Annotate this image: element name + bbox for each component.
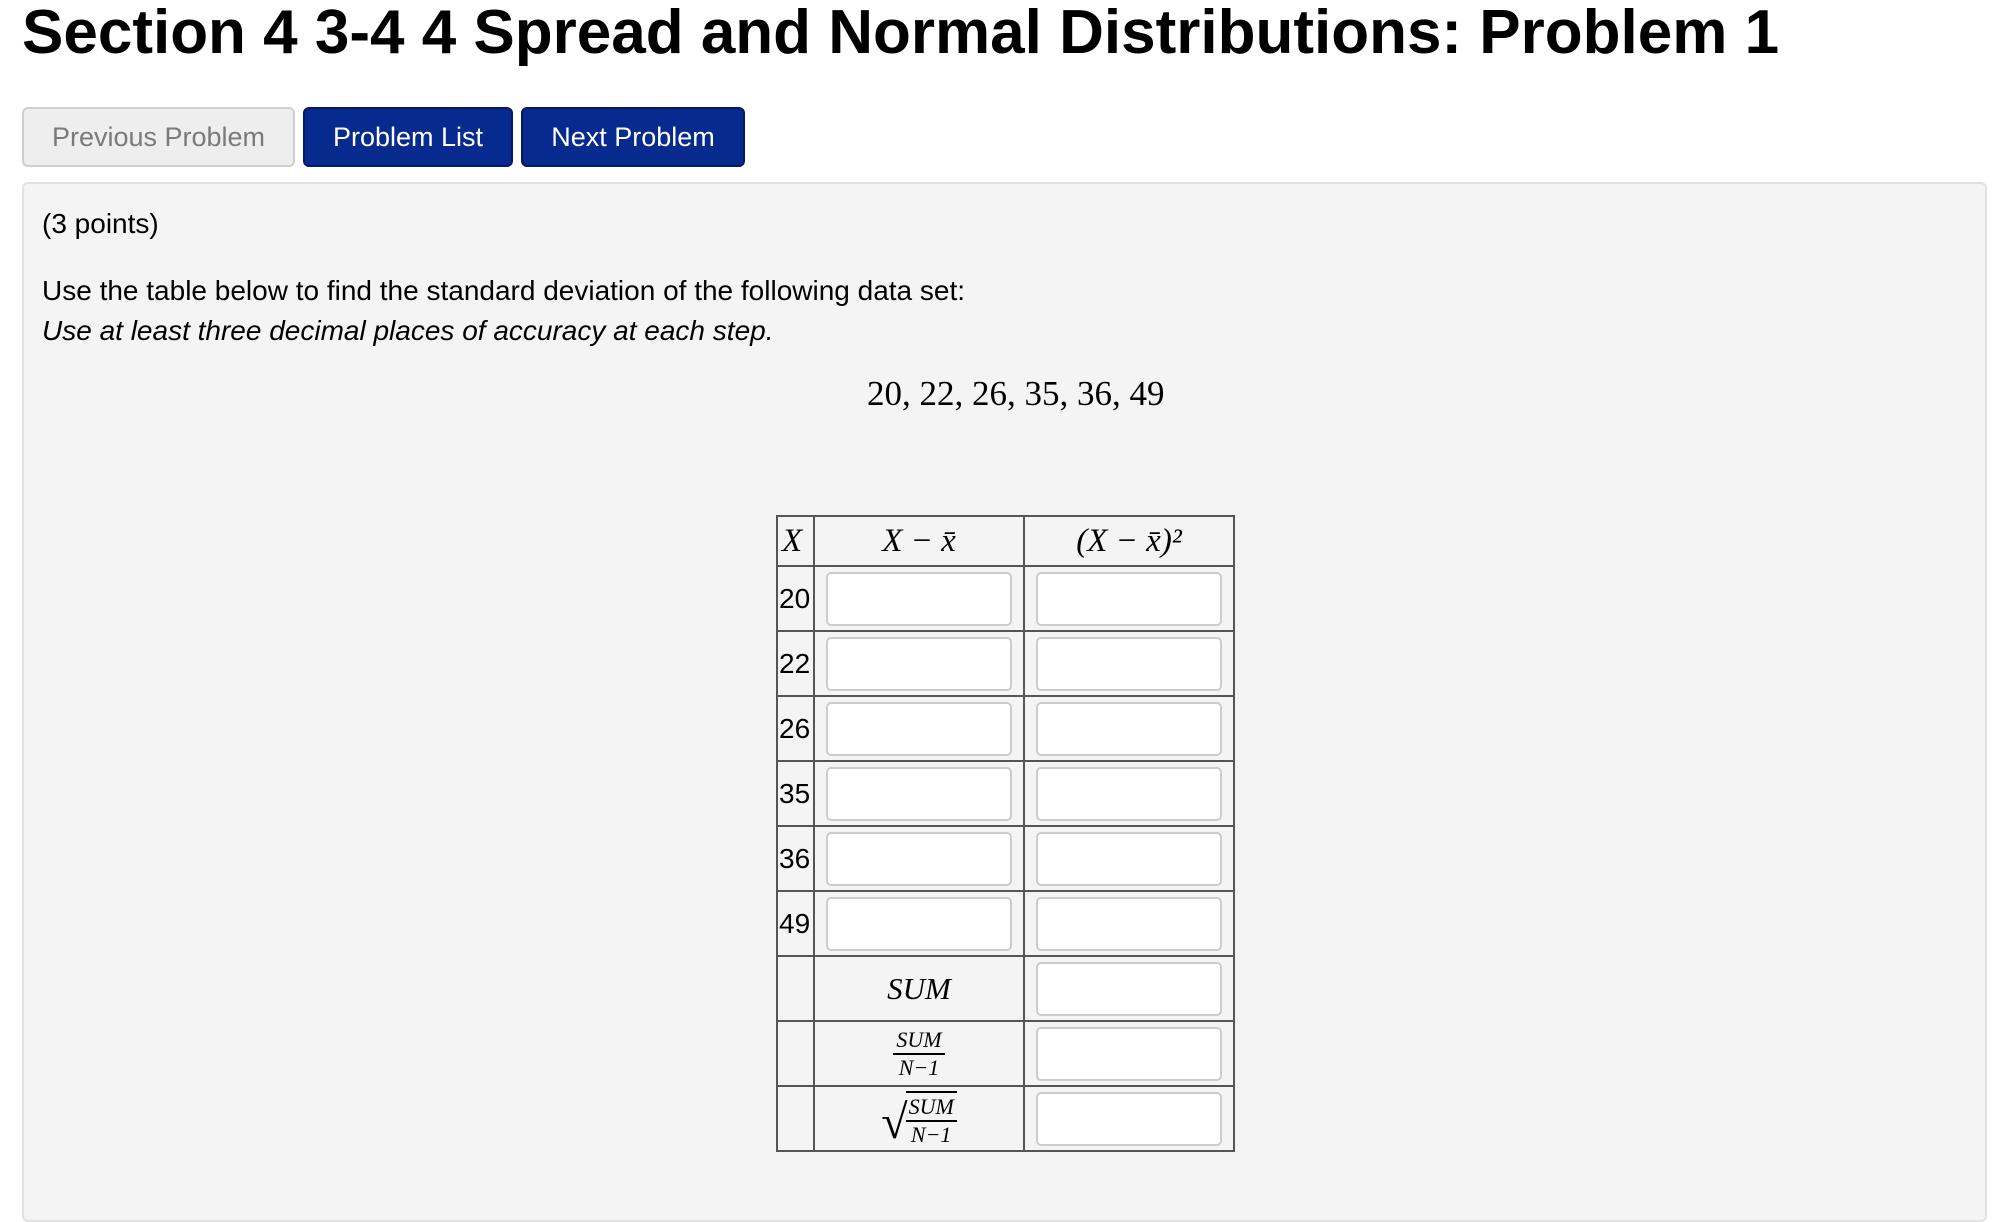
squared-deviation-input[interactable]: [1036, 832, 1222, 886]
square-root-icon: √: [881, 1095, 908, 1149]
fraction-denominator: N−1: [898, 1054, 940, 1080]
deviation-table: [776, 515, 1235, 1152]
data-set: 20, 22, 26, 35, 36, 49: [867, 374, 1165, 413]
std-dev-row: [777, 1086, 1234, 1151]
squared-deviation-input[interactable]: [1036, 637, 1222, 691]
deviation-input[interactable]: [826, 637, 1012, 691]
deviation-input[interactable]: [826, 832, 1012, 886]
previous-problem-button[interactable]: Previous Problem: [22, 107, 295, 167]
accuracy-note: Use at least three decimal places of accuracy at each step.: [42, 315, 774, 346]
sum-row: [777, 956, 1234, 1021]
problem-list-button[interactable]: Problem List: [303, 107, 513, 167]
x-value: 22: [777, 631, 814, 696]
sum-label: SUM: [814, 956, 1024, 1021]
empty-cell: [777, 956, 814, 1021]
std-dev-label: [814, 1086, 1024, 1151]
variance-row: [777, 1021, 1234, 1086]
deviation-input[interactable]: [826, 897, 1012, 951]
x-value: 35: [777, 761, 814, 826]
deviation-input[interactable]: [826, 767, 1012, 821]
fraction-numerator: SUM: [906, 1095, 957, 1122]
x-value: 49: [777, 891, 814, 956]
problem-instruction: Use the table below to find the standard deviation of the following data set:: [42, 275, 966, 306]
std-dev-input[interactable]: [1036, 1092, 1222, 1146]
x-value: 20: [777, 566, 814, 631]
page-title: Section 4 3-4 4 Spread and Normal Distributions: Problem 1: [22, 0, 1780, 67]
deviation-input[interactable]: [826, 702, 1012, 756]
squared-deviation-input[interactable]: [1036, 572, 1222, 626]
sum-input[interactable]: [1036, 962, 1222, 1016]
header-squared-deviation: (X − x̄)²: [1024, 516, 1234, 566]
std-dev-fraction: [906, 1091, 957, 1147]
square-root-expression: [881, 1091, 957, 1147]
table-row: [777, 566, 1234, 631]
header-deviation: X − x̄: [814, 516, 1024, 566]
header-x: X: [777, 516, 814, 566]
variance-input[interactable]: [1036, 1027, 1222, 1081]
table-header-row: [777, 516, 1234, 566]
squared-deviation-input[interactable]: [1036, 702, 1222, 756]
table-row: [777, 696, 1234, 761]
variance-fraction: [893, 1028, 944, 1080]
empty-cell: [777, 1086, 814, 1151]
problem-container: [22, 182, 1987, 1222]
x-value: 26: [777, 696, 814, 761]
squared-deviation-input[interactable]: [1036, 767, 1222, 821]
squared-deviation-input[interactable]: [1036, 897, 1222, 951]
fraction-denominator: N−1: [910, 1121, 952, 1147]
points-label: (3 points): [42, 208, 159, 239]
variance-label: [814, 1021, 1024, 1086]
table-row: [777, 826, 1234, 891]
table-row: [777, 631, 1234, 696]
fraction-numerator: SUM: [893, 1028, 944, 1055]
table-row: [777, 891, 1234, 956]
next-problem-button[interactable]: Next Problem: [521, 107, 745, 167]
table-row: [777, 761, 1234, 826]
empty-cell: [777, 1021, 814, 1086]
x-value: 36: [777, 826, 814, 891]
deviation-input[interactable]: [826, 572, 1012, 626]
